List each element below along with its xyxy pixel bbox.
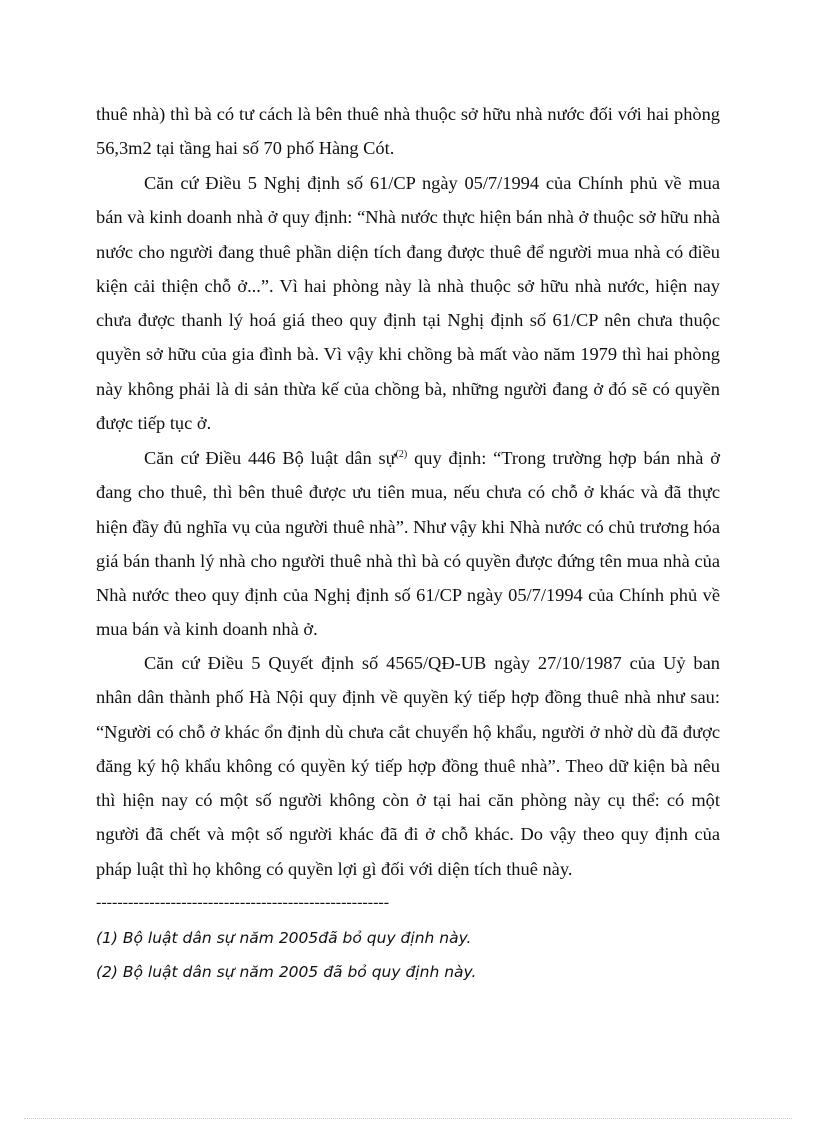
paragraph-4: Căn cứ Điều 5 Quyết định số 4565/QĐ-UB ngày 27/10/1987 của Uỷ ban nhân dân thành phố Hà Nội quy định về quyền ký tiếp hợp đồng thuê nhà như sau: “Người có chỗ ở khác ổn định dù chưa cắt chuyển hộ khẩu, người ở nhờ dù đã được đăng ký hộ khẩu không có quyền ký tiếp hợp đồng thuê nhà”. Theo dữ kiện bà nêu thì hiện nay có một số người không còn ở tại hai căn phòng này cụ thể: có một người đã chết và một số người khác đã đi ở chỗ khác. Do vậy theo quy định của pháp luật thì họ không có quyền lợi gì đối với diện tích thuê này. — [96, 653, 720, 879]
paragraph-2: Căn cứ Điều 5 Nghị định số 61/CP ngày 05/7/1994 của Chính phủ về mua bán và kinh doanh nhà ở quy định: “Nhà nước thực hiện bán nhà ở thuộc sở hữu nhà nước cho người đang thuê phần diện tích đang được thuê để người mua nhà có điều kiện cải thiện chỗ ở...”. Vì hai phòng này là nhà thuộc sở hữu nhà nước, hiện nay chưa được thanh lý hoá giá theo quy định tại Nghị định số 61/CP nên chưa thuộc quyền sở hữu của gia đình bà. Vì vậy khi chồng bà mất vào năm 1979 thì hai phòng này không phải là di sản thừa kế của chồng bà, những người đang ở đó sẽ có quyền được tiếp tục ở. — [96, 173, 720, 434]
document-page — [96, 0, 720, 1123]
page-bottom-border — [24, 1118, 792, 1119]
footnote-ref-2: (2) — [395, 449, 408, 460]
paragraph-3 — [96, 441, 720, 647]
paragraph-3-rest: quy định: “Trong trường hợp bán nhà ở đang cho thuê, thì bên thuê được ưu tiên mua, nếu chưa có chỗ ở khác và đã thực hiện đầy đủ nghĩa vụ của người thuê nhà”. Như vậy khi Nhà nước có chủ trương hóa giá bán thanh lý nhà cho người thuê nhà thì bà có quyền được đứng tên mua nhà của Nhà nước theo quy định của Nghị định số 61/CP ngày 05/7/1994 của Chính phủ về mua bán và kinh doanh nhà ở. — [96, 448, 720, 640]
paragraph-3-start: Căn cứ Điều 446 Bộ luật dân sự — [144, 448, 396, 468]
paragraph-1: thuê nhà) thì bà có tư cách là bên thuê nhà thuộc sở hữu nhà nước đối với hai phòng 56,3m2 tại tầng hai số 70 phố Hàng Cót. — [96, 104, 720, 159]
footnote-2: (2) Bộ luật dân sự năm 2005 đã bỏ quy định này. — [96, 963, 477, 981]
footnote-separator: ------------------------------------------------------- — [96, 894, 390, 911]
footnote-1: (1) Bộ luật dân sự năm 2005đã bỏ quy định này. — [96, 929, 472, 947]
